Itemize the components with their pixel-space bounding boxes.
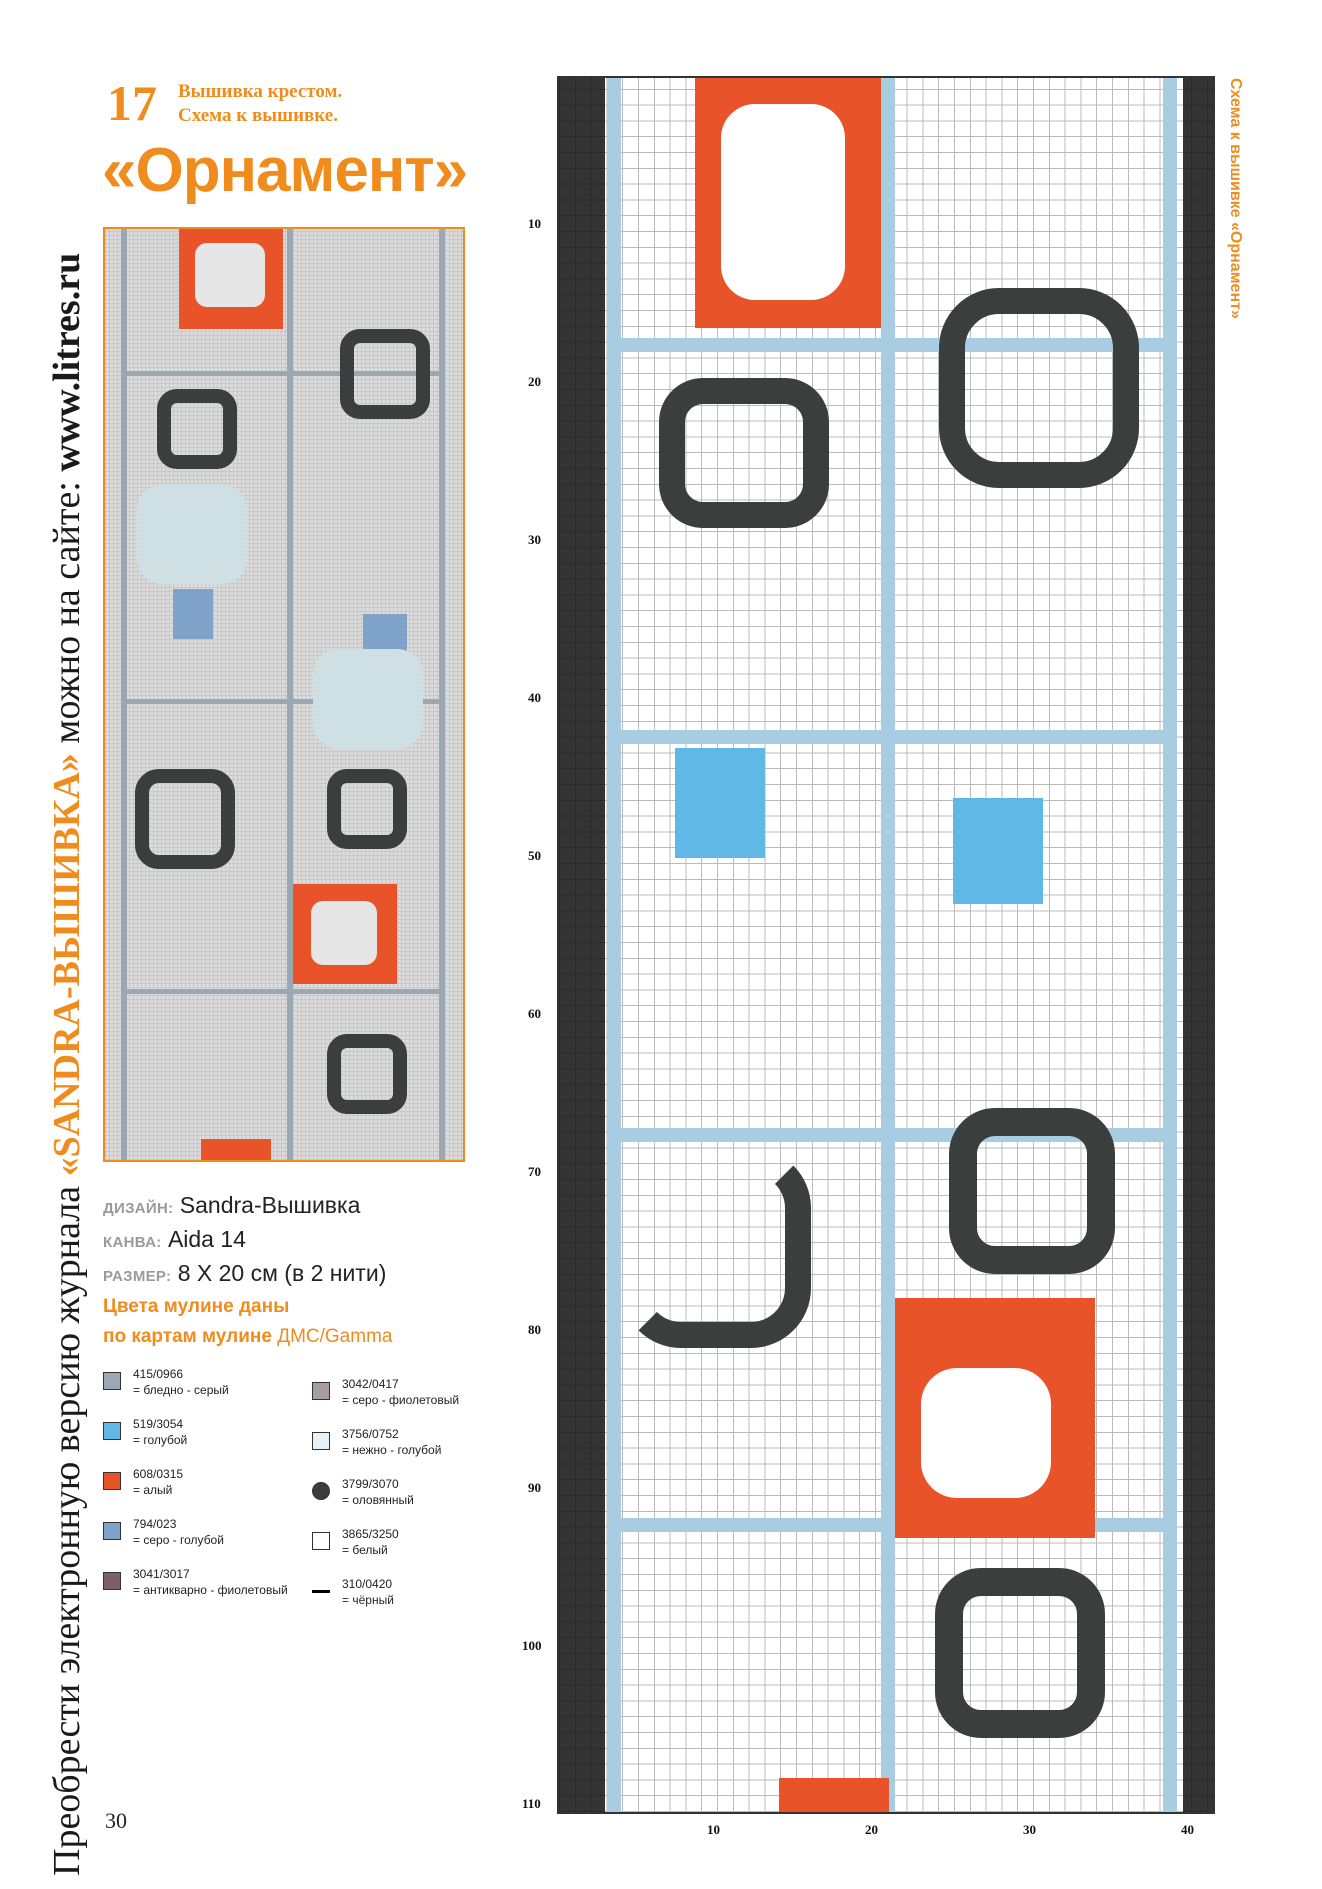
legend-item xyxy=(312,1476,512,1522)
y-tick-label: 40 xyxy=(528,690,541,705)
legend-name: = серо - фиолетовый xyxy=(342,1393,460,1407)
y-tick-label: 110 xyxy=(522,1796,541,1811)
triangle-icon xyxy=(312,1432,330,1450)
preview-dark-ring xyxy=(135,769,235,869)
preview-ring-center xyxy=(195,243,265,307)
page-number: 30 xyxy=(105,1808,127,1833)
promo-site-link[interactable]: www.litres.ru xyxy=(46,252,88,472)
preview-dark-ring xyxy=(157,389,237,469)
dark-ring-motif xyxy=(939,288,1139,488)
preview-frame-line xyxy=(121,229,127,1162)
blue-motif xyxy=(675,748,765,858)
design-label: ДИЗАЙН: xyxy=(103,1200,174,1217)
preview-light-motif xyxy=(137,484,247,584)
y-tick-label: 10 xyxy=(528,216,541,231)
legend-item xyxy=(312,1376,512,1422)
pattern-info xyxy=(103,1190,392,1352)
legend-name: = антикварно - фиолетовый xyxy=(133,1583,288,1597)
legend-name: = белый xyxy=(342,1543,388,1557)
subtitle-line-2: Схема к вышивке. xyxy=(178,105,338,126)
legend-code: 608/0315 xyxy=(133,1467,184,1481)
legend-code: 3041/3017 xyxy=(133,1567,190,1581)
legend-name: = алый xyxy=(133,1483,173,1497)
pattern-number: 17 xyxy=(107,75,157,131)
legend-name: = чёрный xyxy=(342,1593,394,1607)
chart-frame-line xyxy=(607,78,621,1814)
size-value: 8 Х 20 см (в 2 нити) xyxy=(177,1260,387,1286)
chart-border-band xyxy=(559,78,605,1814)
blue-motif xyxy=(953,798,1043,904)
design-value: Sandra-Вышивка xyxy=(179,1192,361,1218)
y-tick-label: 20 xyxy=(528,374,541,389)
ring-center xyxy=(721,104,845,300)
preview-dark-ring xyxy=(340,329,430,419)
preview-ring-center xyxy=(311,901,377,965)
pattern-title: «Орнамент» xyxy=(102,136,468,205)
flower-icon xyxy=(103,1522,121,1540)
dark-ring-motif xyxy=(621,1148,811,1348)
legend-item xyxy=(312,1426,512,1472)
legend-item xyxy=(312,1526,512,1572)
legend-code: 310/0420 xyxy=(342,1577,393,1591)
size-row xyxy=(103,1258,392,1292)
slash-icon xyxy=(312,1382,330,1400)
preview-frame-line xyxy=(439,229,445,1162)
y-tick-label: 100 xyxy=(522,1638,542,1653)
x-tick-label: 30 xyxy=(1023,1822,1036,1837)
oval-icon xyxy=(103,1572,121,1590)
size-label: РАЗМЕР: xyxy=(103,1268,172,1285)
canvas-label: КАНВА: xyxy=(103,1234,162,1251)
legend-code: 3799/3070 xyxy=(342,1477,399,1491)
legend-item xyxy=(103,1516,303,1562)
red-motif-bottom xyxy=(779,1778,889,1814)
legend-name: = оловянный xyxy=(342,1493,414,1507)
legend-name: = нежно - голубой xyxy=(342,1443,442,1457)
x-tick-label: 40 xyxy=(1181,1822,1194,1837)
preview-blue-motif xyxy=(363,614,407,654)
cross-stitch-chart xyxy=(557,76,1215,1814)
vertical-promo-text xyxy=(38,86,96,1876)
y-tick-label: 50 xyxy=(528,848,541,863)
pattern-preview-image xyxy=(103,227,465,1162)
canvas-value: Aida 14 xyxy=(167,1226,246,1252)
dark-ring-motif xyxy=(659,378,829,528)
preview-red-motif xyxy=(201,1139,271,1162)
floss-note-text: по картам мулине xyxy=(103,1326,272,1347)
legend-item xyxy=(103,1566,303,1612)
canvas-row xyxy=(103,1224,392,1258)
vertical-chart-caption: Схема к вышивке «Орнамент» xyxy=(1227,78,1244,319)
legend-code: 794/023 xyxy=(133,1517,177,1531)
promo-middle: можно на сайте: xyxy=(46,471,88,754)
promo-brand: «SANDRA-ВЫШИВКА» xyxy=(46,753,88,1177)
dark-ring-motif xyxy=(935,1568,1105,1738)
promo-prefix: Преобрести электронную версию журнала xyxy=(46,1176,88,1876)
dot-icon xyxy=(312,1482,330,1500)
y-tick-label: 90 xyxy=(528,1480,541,1495)
legend-code: 3756/0752 xyxy=(342,1427,399,1441)
red-square-icon xyxy=(103,1472,121,1490)
legend-code: 3865/3250 xyxy=(342,1527,399,1541)
preview-dark-ring xyxy=(327,1034,407,1114)
legend-name: = серо - голубой xyxy=(133,1533,224,1547)
chart-frame-line xyxy=(621,730,1163,744)
chart-border-band xyxy=(1183,78,1213,1814)
floss-note-line-2 xyxy=(103,1322,392,1352)
legend-item xyxy=(103,1366,303,1412)
preview-frame-line xyxy=(121,989,445,994)
blue-square-icon xyxy=(103,1422,121,1440)
y-tick-label: 70 xyxy=(528,1164,541,1179)
y-tick-label: 30 xyxy=(528,532,541,547)
design-row xyxy=(103,1190,392,1224)
chart-frame-line xyxy=(1163,78,1177,1814)
legend-item xyxy=(103,1466,303,1512)
preview-light-motif xyxy=(313,649,423,749)
ring-center xyxy=(921,1368,1051,1498)
pattern-subtitle xyxy=(178,80,342,128)
legend-item xyxy=(103,1416,303,1462)
subtitle-line-1: Вышивка крестом. xyxy=(178,81,343,102)
preview-frame-line xyxy=(287,229,293,1162)
dark-ring-motif xyxy=(949,1108,1115,1274)
preview-dark-ring xyxy=(327,769,407,849)
floss-note-line-1: Цвета мулине даны xyxy=(103,1296,290,1317)
x-tick-label: 20 xyxy=(865,1822,878,1837)
y-tick-label: 80 xyxy=(528,1322,541,1337)
legend-code: 3042/0417 xyxy=(342,1377,399,1391)
legend-item xyxy=(312,1576,512,1622)
diamond-icon xyxy=(312,1532,330,1550)
legend-code: 415/0966 xyxy=(133,1367,184,1381)
floss-note-brand: ДМС/Gamma xyxy=(277,1326,393,1347)
legend-code: 519/3054 xyxy=(133,1417,184,1431)
legend-name: = голубой xyxy=(133,1433,188,1447)
half-triangle-icon xyxy=(103,1372,121,1390)
line-icon xyxy=(312,1590,330,1593)
x-tick-label: 10 xyxy=(707,1822,720,1837)
y-tick-label: 60 xyxy=(528,1006,541,1021)
preview-blue-motif xyxy=(173,589,213,639)
legend-name: = бледно - серый xyxy=(133,1383,229,1397)
